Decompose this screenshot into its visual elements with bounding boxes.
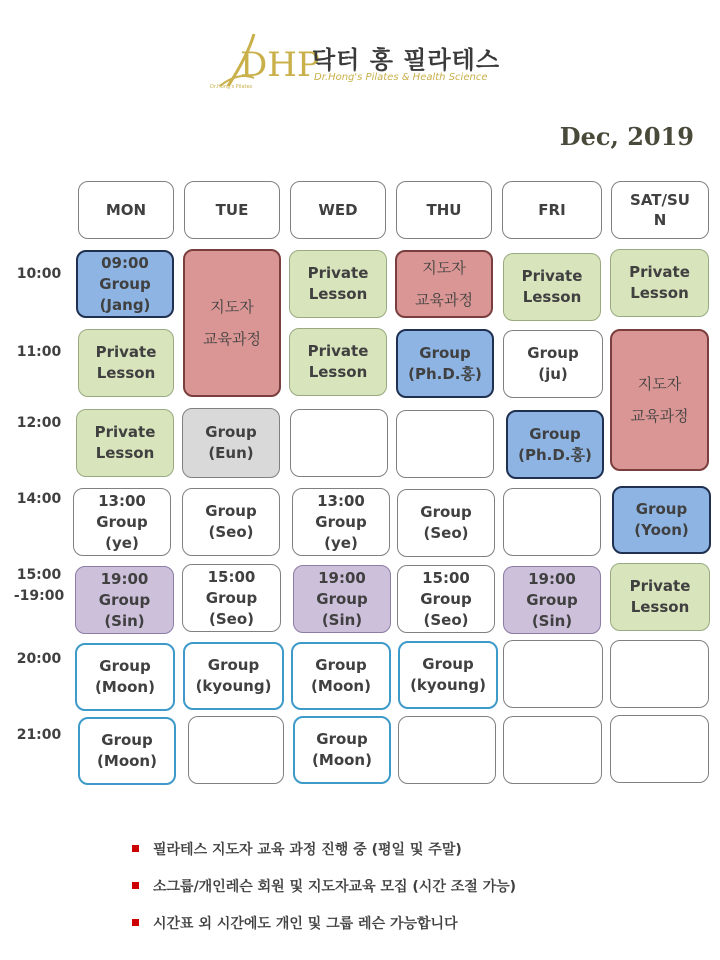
- schedule-cell: 15:00 Group (Seo): [397, 565, 495, 633]
- day-header-tue: TUE: [184, 181, 280, 239]
- schedule-cell: [398, 716, 496, 784]
- schedule-cell: 지도자 교육과정: [183, 249, 281, 397]
- schedule-cell: Private Lesson: [610, 249, 709, 317]
- schedule-cell: [290, 409, 388, 477]
- schedule-cell: [610, 715, 709, 783]
- month-title: Dec, 2019: [559, 122, 694, 151]
- brand-name-en: Dr.Hong's Pilates & Health Science: [314, 72, 488, 83]
- bullet-square-icon: [132, 845, 139, 852]
- time-label: 14:00: [16, 491, 62, 507]
- schedule-cell: Group (Seo): [182, 488, 280, 556]
- schedule-cell: [610, 640, 709, 708]
- schedule-cell: 19:00 Group (Sin): [75, 566, 174, 634]
- schedule-cell: Group (Moon): [293, 716, 391, 784]
- schedule-cell: Private Lesson: [76, 409, 174, 477]
- bullet-square-icon: [132, 882, 139, 889]
- schedule-cell: Group (Ph.D.홍): [396, 329, 494, 398]
- time-label: 15:00 -19:00: [13, 567, 65, 604]
- schedule-cell: [503, 640, 603, 708]
- schedule-cell: Group (Yoon): [612, 486, 711, 554]
- logo-mark-icon: [210, 28, 320, 92]
- time-label: 21:00: [16, 727, 62, 743]
- schedule-cell: Group (ju): [503, 330, 603, 398]
- day-header-mon: MON: [78, 181, 174, 239]
- schedule-cell: [503, 716, 602, 784]
- time-label: 20:00: [16, 651, 62, 667]
- schedule-cell: Private Lesson: [503, 253, 601, 321]
- schedule-cell: Group (kyoung): [398, 641, 498, 709]
- time-label: 10:00: [16, 266, 62, 282]
- schedule-cell: Group (Seo): [397, 489, 495, 557]
- logo-caption: Dr.Hong's Pilates: [210, 84, 253, 90]
- schedule-cell: [188, 716, 284, 784]
- day-header-thu: THU: [396, 181, 492, 239]
- schedule-cell: 지도자 교육과정: [610, 329, 709, 471]
- schedule-cell: 지도자 교육과정: [395, 250, 493, 318]
- bullet-square-icon: [132, 919, 139, 926]
- schedule-cell: Private Lesson: [610, 563, 710, 631]
- schedule-cell: Private Lesson: [289, 328, 387, 396]
- schedule-cell: Group (kyoung): [183, 642, 284, 710]
- schedule-cell: Group (Moon): [78, 717, 176, 785]
- day-header-wed: WED: [290, 181, 386, 239]
- schedule-cell: 09:00 Group (Jang): [76, 250, 174, 318]
- day-header-sat-sun: SAT/SU N: [611, 181, 709, 239]
- schedule-cell: Group (Ph.D.홍): [506, 410, 604, 479]
- note-item: [132, 904, 516, 941]
- note-text: 시간표 외 시간에도 개인 및 그룹 레슨 가능합니다: [153, 915, 458, 932]
- note-item: [132, 830, 516, 867]
- schedule-cell: [503, 488, 601, 556]
- schedule-cell: Group (Moon): [75, 643, 175, 711]
- schedule-cell: Group (Moon): [291, 642, 391, 710]
- notes-list: [132, 830, 516, 941]
- schedule-cell: Group (Eun): [182, 408, 280, 478]
- time-label: 12:00: [16, 415, 62, 431]
- schedule-cell: Private Lesson: [78, 329, 174, 397]
- brand-name-ko: 닥터 홍 필라테스: [312, 46, 500, 74]
- note-text: 소그룹/개인레슨 회원 및 지도자교육 모집 (시간 조절 가능): [153, 878, 517, 895]
- day-header-fri: FRI: [502, 181, 602, 239]
- schedule-cell: 15:00 Group (Seo): [182, 564, 281, 632]
- schedule-cell: 19:00 Group (Sin): [293, 565, 391, 633]
- schedule-cell: 13:00 Group (ye): [292, 488, 390, 556]
- schedule-cell: Private Lesson: [289, 250, 387, 318]
- note-text: 필라테스 지도자 교육 과정 진행 중 (평일 및 주말): [153, 841, 462, 858]
- logo-letters: DHP: [240, 45, 320, 85]
- note-item: [132, 867, 516, 904]
- time-label: 11:00: [16, 344, 62, 360]
- schedule-cell: 19:00 Group (Sin): [503, 566, 601, 634]
- schedule-cell: 13:00 Group (ye): [73, 488, 171, 556]
- schedule-cell: [396, 410, 494, 478]
